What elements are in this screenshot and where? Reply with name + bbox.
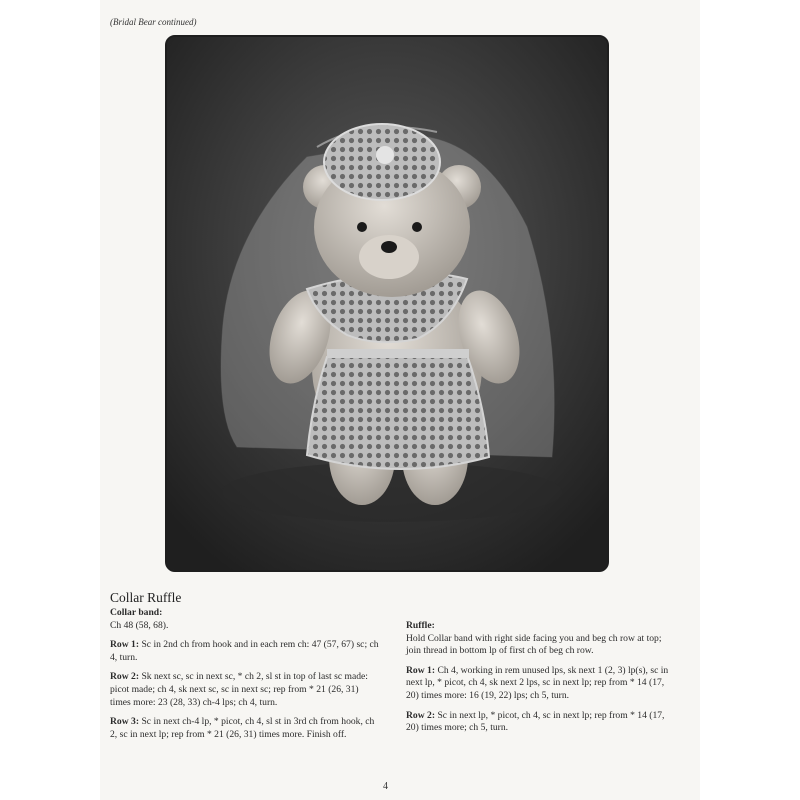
running-head: (Bridal Bear continued) — [110, 17, 197, 27]
instruction-row — [110, 639, 380, 664]
section-title: Collar Ruffle — [110, 590, 182, 605]
row-label: Row 1: — [406, 664, 436, 676]
row-label: Row 1: — [110, 639, 140, 651]
instruction-row — [110, 671, 380, 709]
row-label: Row 2: — [406, 709, 436, 721]
ruffle-subheading: Ruffle: — [406, 620, 435, 631]
collar-band-intro: Ch 48 (58, 68). — [110, 619, 169, 631]
instruction-row — [406, 710, 676, 735]
row-text: Sc in next ch-4 lp, * picot, ch 4, sl st in 3rd ch from hook, ch 2, sc in next lp; rep from * 21 (26, 31) times more. Finish off. — [110, 716, 375, 740]
right-column — [406, 620, 676, 742]
page-number: 4 — [383, 781, 388, 792]
bear-photo — [165, 35, 609, 572]
row-text: Sc in next lp, * picot, ch 4, sc in next lp; rep from * 14 (17, 20) times more; ch 5, turn. — [406, 709, 665, 734]
row-label: Row 3: — [110, 716, 140, 728]
row-text: Sc in 2nd ch from hook and in each rem ch: 47 (57, 67) sc; ch 4, turn. — [110, 639, 379, 663]
row-text: Ch 4, working in rem unused lps, sk next 1 (2, 3) lp(s), sc in next lp, * picot, ch 4, sk next 2 lps, sc in next lp; rep from * 14 (17, 20) times more: 16 (19, 22) lps; ch 5, turn. — [406, 664, 669, 701]
instruction-row — [110, 716, 380, 741]
collar-band-subheading: Collar band: — [110, 607, 163, 618]
bridal-bear-illustration — [167, 37, 607, 570]
row-text: Sk next sc, sc in next sc, * ch 2, sl st in top of last sc made: picot made; ch 4, sk next sc, sc in next sc; rep from * 21 (26, 31) times more: 23 (28, 33) ch-4 lps; ch 4, turn. — [110, 671, 368, 708]
instruction-row — [406, 665, 676, 703]
row-label: Row 2: — [110, 671, 140, 683]
ruffle-intro: Hold Collar band with right side facing you and beg ch row at top; join thread in bottom lp of first ch of beg ch row. — [406, 632, 662, 657]
left-column — [110, 607, 380, 748]
